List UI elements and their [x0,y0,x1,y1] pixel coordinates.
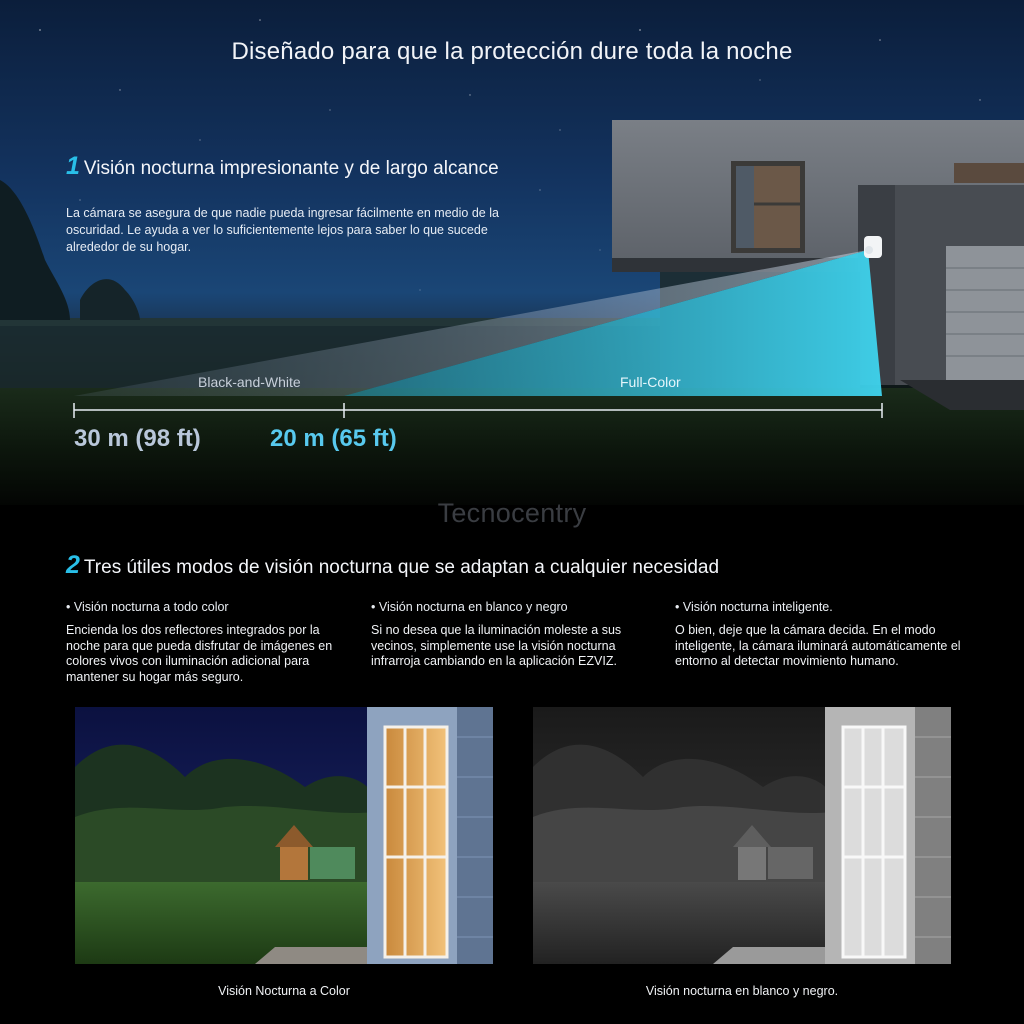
mode-description: O bien, deje que la cámara decida. En el modo inteligente, la cámara iluminará automáticamente el entorno al detectar movimiento humano. [675,623,961,668]
black-and-white-night-photo [533,707,951,964]
page-title: Diseñado para que la protección dure toda la noche [231,38,793,65]
full-color-range-label: Full-Color [620,374,681,390]
mode-smart [675,600,975,670]
black-and-white-distance: 30 m (98 ft) [74,425,201,452]
section-1-title: Visión nocturna impresionante y de largo alcance [83,158,499,179]
black-and-white-range-label: Black-and-White [198,374,301,390]
watermark-logo: Tecnocentry [437,498,587,528]
mode-black-and-white [371,600,661,670]
mode-description: Encienda los dos reflectores integrados por la noche para que pueda disfrutar de imágenes en colores vivos con iluminación adicional para mantener su hogar más seguro. [66,623,333,684]
hero-banner [0,0,1024,505]
bw-photo-caption: Visión nocturna en blanco y negro. [645,984,839,998]
full-color-distance: 20 m (65 ft) [270,425,397,452]
section-1-number: 1 [66,152,80,180]
mode-description: Si no desea que la iluminación moleste a sus vecinos, simplemente use la visión nocturna infrarroja cambiando en la aplicación EZVIZ. [371,623,622,668]
section-1-description: La cámara se asegura de que nadie pueda ingresar fácilmente en medio de la oscuridad. Le ayuda a ver lo suficientemente lejos para saber lo que sucede alrededor de su hogar. [66,206,499,254]
section-2-title: Tres útiles modos de visión nocturna que se adaptan a cualquier necesidad [83,557,720,578]
color-night-photo [75,707,493,964]
section-2-number: 2 [66,551,80,579]
mode-title: • Visión nocturna en blanco y negro [371,600,568,614]
section-2-heading [66,551,719,580]
color-photo-caption: Visión Nocturna a Color [218,984,350,998]
mode-full-color [66,600,356,685]
mode-title: • Visión nocturna inteligente. [675,600,833,614]
mode-title: • Visión nocturna a todo color [66,600,229,614]
